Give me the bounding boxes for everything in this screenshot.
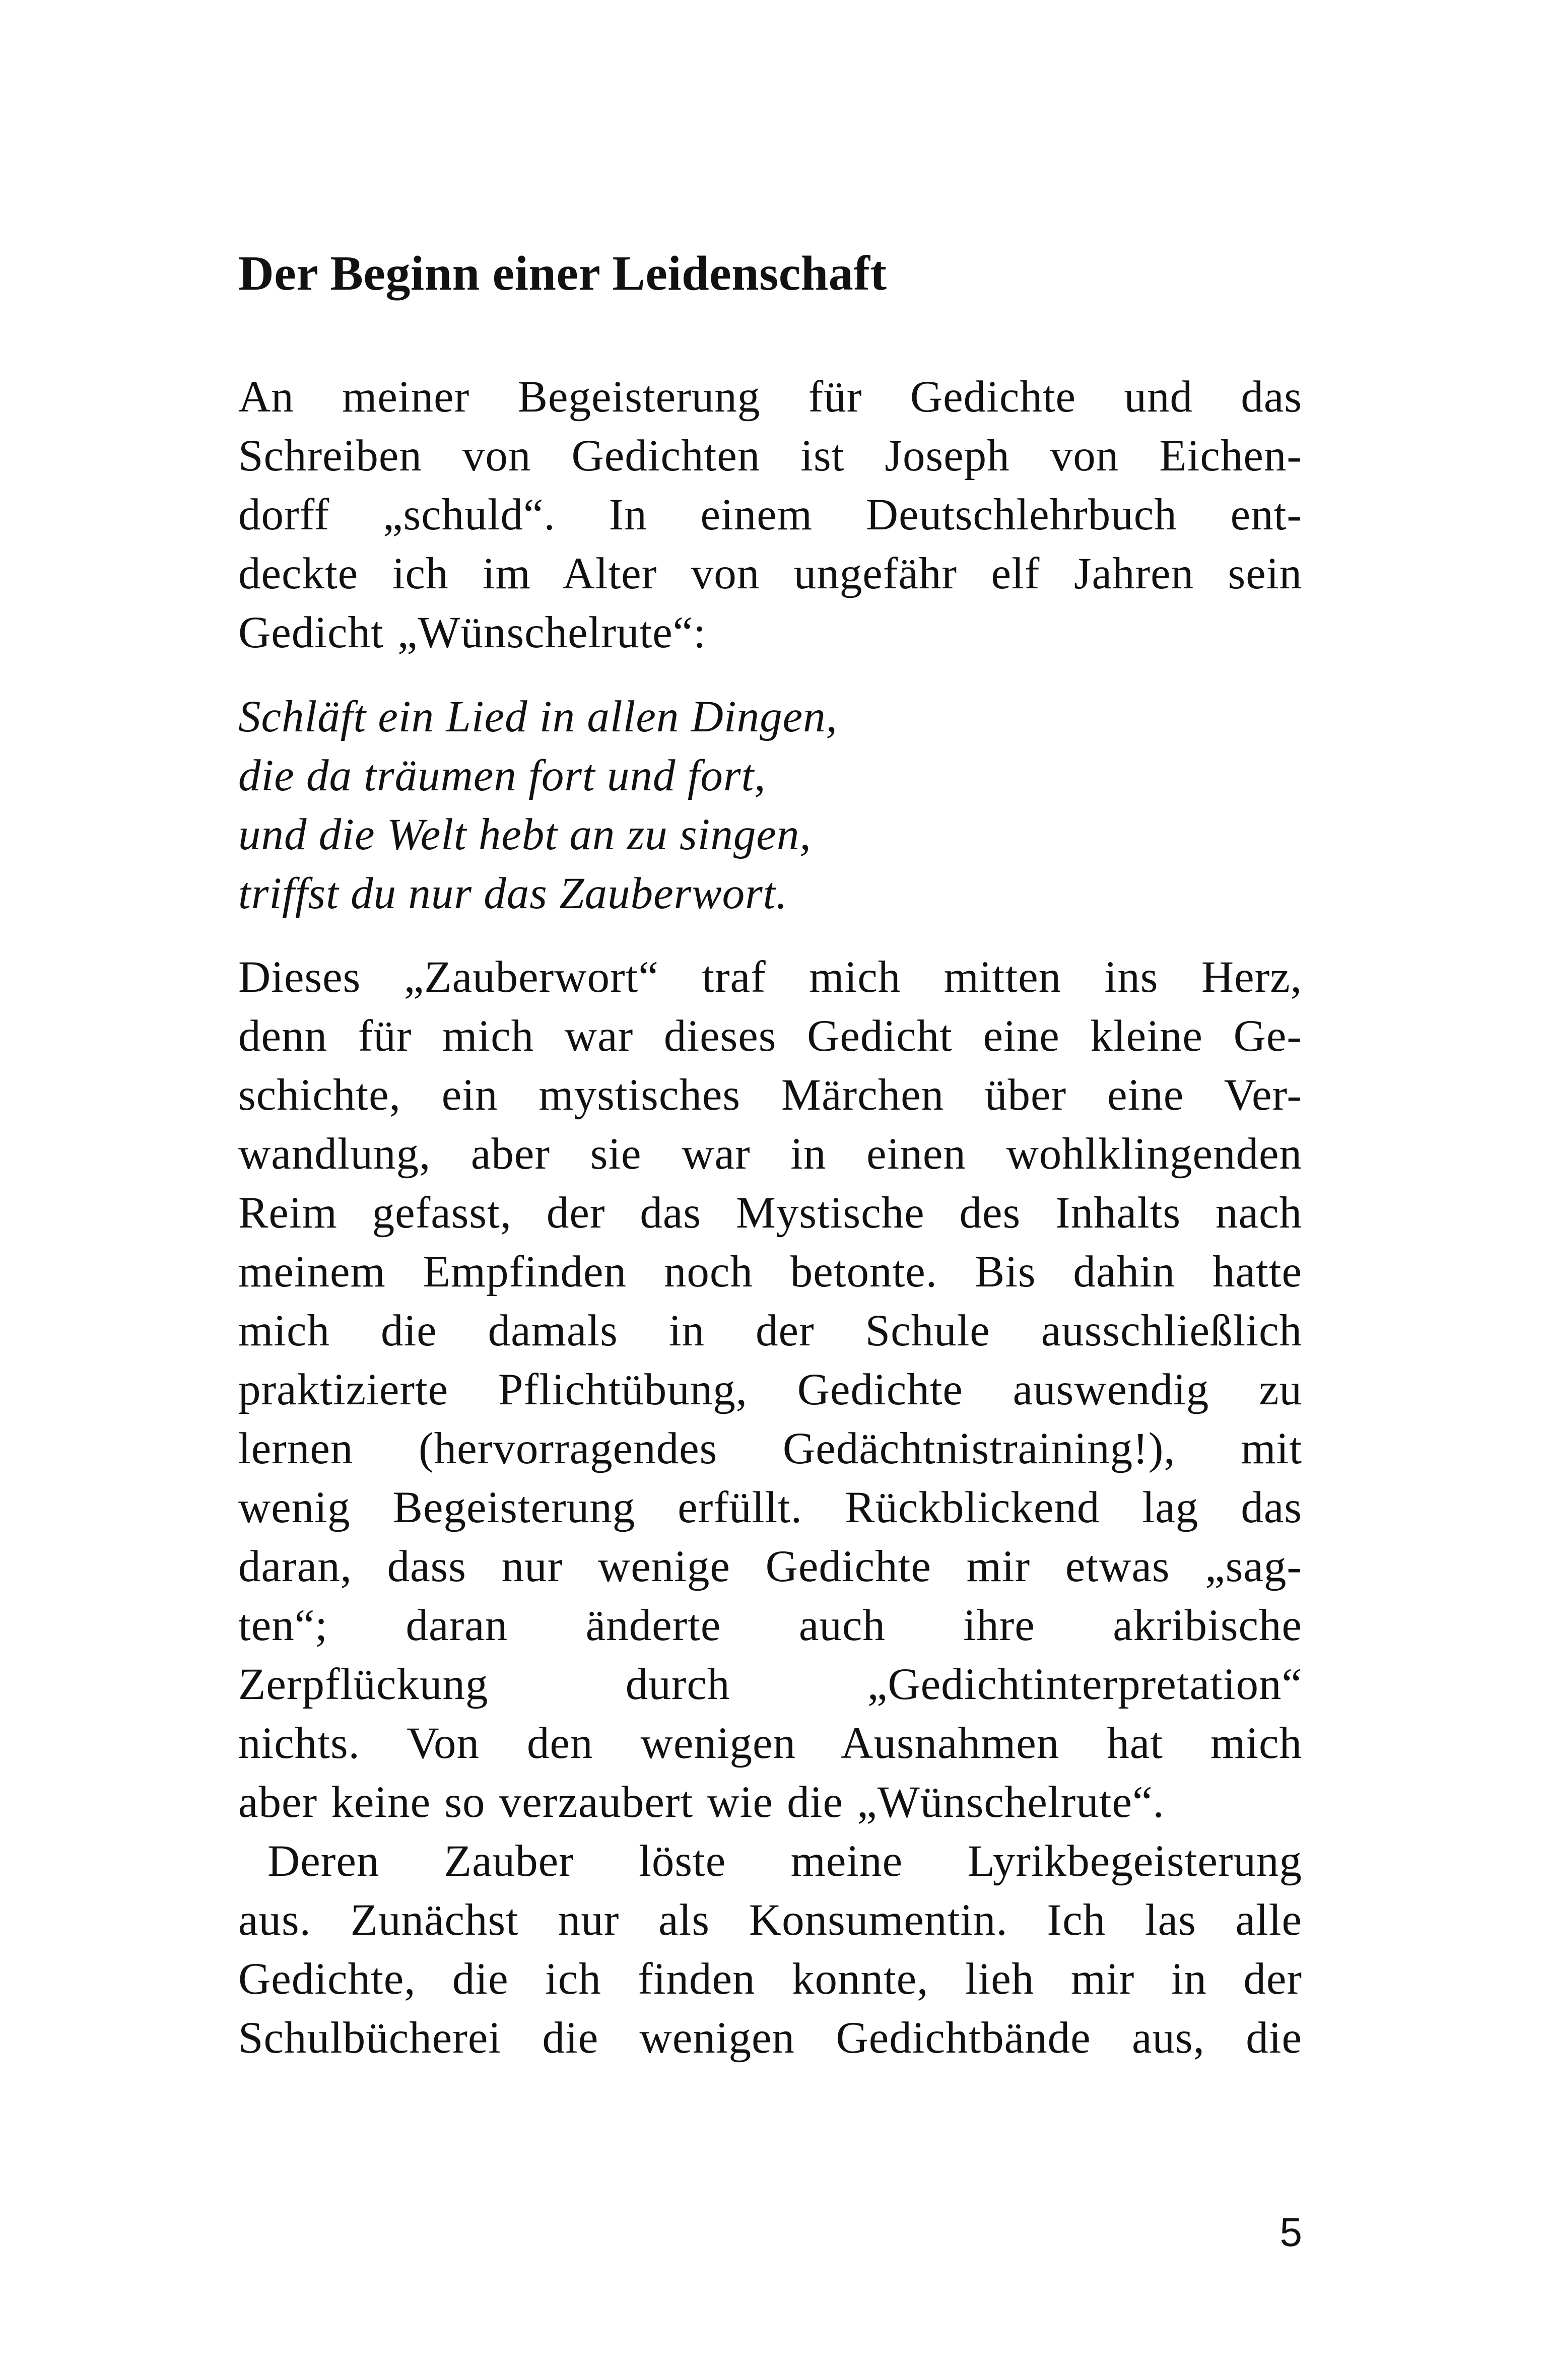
text-line: Reim gefasst, der das Mystische des Inhalts nach bbox=[238, 1188, 1302, 1238]
poem-line: die da träumen fort und fort, bbox=[238, 751, 766, 800]
text-line: mich die damals in der Schule ausschließlich bbox=[238, 1306, 1302, 1355]
text-line: Dieses „Zauberwort“ traf mich mitten ins Herz, bbox=[238, 953, 1302, 1002]
text-line: dorff „schuld“. In einem Deutschlehrbuch ent- bbox=[238, 490, 1302, 539]
text-line: meinem Empfinden noch betonte. Bis dahin hatte bbox=[238, 1247, 1302, 1297]
main-paragraph bbox=[238, 948, 1302, 2068]
text-line: Zerpflückung durch „Gedichtinterpretation“ bbox=[238, 1660, 1302, 1709]
text-line: An meiner Begeisterung für Gedichte und das bbox=[238, 372, 1302, 422]
poem-line: triffst du nur das Zauberwort. bbox=[238, 869, 788, 918]
poem-line: und die Welt hebt an zu singen, bbox=[238, 810, 812, 859]
text-line: Gedichte, die ich finden konnte, lieh mir in der bbox=[238, 1954, 1302, 2004]
text-line: Deren Zauber löste meine Lyrikbegeisterung bbox=[267, 1837, 1302, 1886]
text-line: denn für mich war dieses Gedicht eine kleine Ge- bbox=[238, 1011, 1302, 1061]
poem-line: Schläft ein Lied in allen Dingen, bbox=[238, 692, 838, 741]
intro-paragraph bbox=[238, 368, 1302, 662]
text-line: Gedicht „Wünschelrute“: bbox=[238, 608, 706, 657]
text-line: nichts. Von den wenigen Ausnahmen hat mich bbox=[238, 1719, 1302, 1768]
text-line: Schreiben von Gedichten ist Joseph von Eichen- bbox=[238, 431, 1302, 481]
text-line: aber keine so verzaubert wie die „Wünschelrute“. bbox=[238, 1778, 1165, 1827]
text-line: aus. Zunächst nur als Konsumentin. Ich las alle bbox=[238, 1895, 1302, 1945]
text-line: schichte, ein mystisches Märchen über eine Ver- bbox=[238, 1070, 1302, 1120]
poem-quote bbox=[238, 688, 1302, 923]
text-line: wandlung, aber sie war in einen wohlklingenden bbox=[238, 1129, 1302, 1179]
text-line: praktizierte Pflichtübung, Gedichte auswendig zu bbox=[238, 1365, 1302, 1414]
page-number: 5 bbox=[1279, 2210, 1302, 2255]
chapter-title: Der Beginn einer Leidenschaft bbox=[238, 246, 887, 301]
text-line: daran, dass nur wenige Gedichte mir etwas „sag- bbox=[238, 1542, 1302, 1591]
text-line: Schulbücherei die wenigen Gedichtbände aus, die bbox=[238, 2013, 1302, 2063]
text-line: wenig Begeisterung erfüllt. Rückblickend lag das bbox=[238, 1483, 1302, 1532]
text-line: lernen (hervorragendes Gedächtnistraining!), mit bbox=[238, 1424, 1302, 1473]
text-line: deckte ich im Alter von ungefähr elf Jahren sein bbox=[238, 549, 1302, 598]
text-line: ten“; daran änderte auch ihre akribische bbox=[238, 1601, 1302, 1650]
